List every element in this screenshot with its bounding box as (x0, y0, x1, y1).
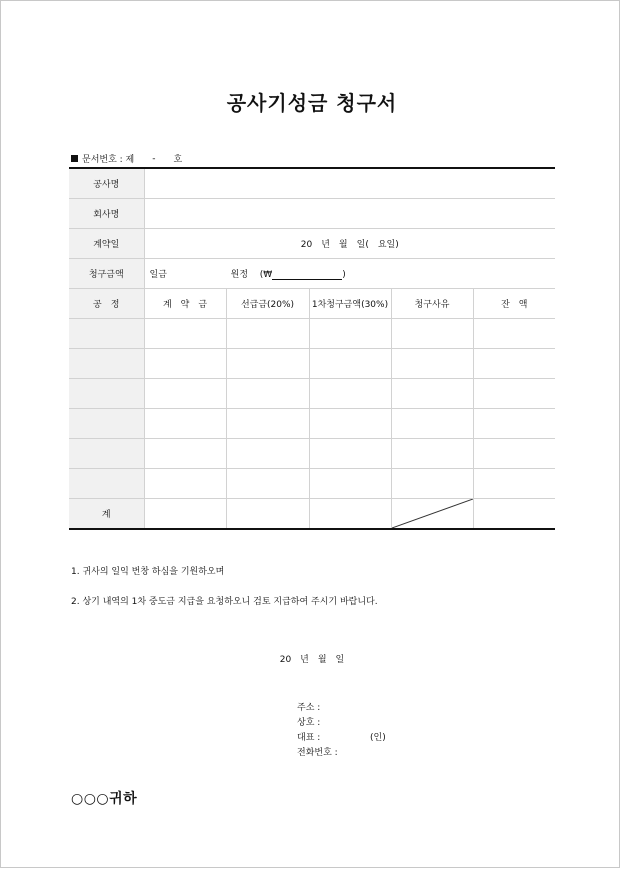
table-cell[interactable] (391, 349, 473, 379)
sign-address: 주소 : (297, 703, 321, 713)
claim-amount-won-open: (₩ (259, 270, 273, 280)
square-bullet-icon (71, 155, 78, 162)
table-cell[interactable] (309, 379, 391, 409)
note-1: 1. 귀사의 일익 번창 하심을 기원하오며 (71, 567, 225, 577)
table-cell[interactable] (473, 379, 555, 409)
claim-amount-prefix: 일금 (149, 270, 167, 280)
table-cell[interactable] (226, 409, 309, 439)
note-2: 2. 상기 내역의 1차 중도금 지급을 요청하오니 검토 지급하여 주시기 바랍니다. (71, 597, 378, 607)
process-cell[interactable] (69, 409, 144, 439)
claim-amount-row (69, 259, 555, 289)
table-cell[interactable] (226, 349, 309, 379)
doc-number-dash: - (152, 153, 156, 164)
total-row (69, 499, 555, 530)
process-cell[interactable] (69, 349, 144, 379)
table-row (69, 469, 555, 499)
column-header-row (69, 289, 555, 319)
seal-mark: (인) (370, 733, 386, 743)
col-header-first-claim: 1차청구금액(30%) (309, 289, 391, 319)
sign-representative (297, 730, 386, 743)
table-cell[interactable] (144, 439, 226, 469)
table-cell[interactable] (144, 409, 226, 439)
table-cell[interactable] (144, 379, 226, 409)
doc-number-label: 문서번호 : 제 (82, 155, 135, 165)
process-cell[interactable] (69, 439, 144, 469)
table-cell[interactable] (144, 349, 226, 379)
document-title: 공사기성금 청구서 (226, 91, 398, 115)
table-row (69, 379, 555, 409)
table-cell[interactable] (309, 319, 391, 349)
col-header-contract: 계 약 금 (144, 289, 226, 319)
sign-representative-label: 대표 : (297, 733, 321, 743)
table-row (69, 349, 555, 379)
table-cell[interactable] (391, 409, 473, 439)
table-cell[interactable] (391, 469, 473, 499)
table-cell[interactable] (473, 349, 555, 379)
table-cell[interactable] (144, 469, 226, 499)
claim-amount-field[interactable] (144, 259, 555, 289)
claim-amount-label: 청구금액 (69, 259, 144, 289)
table-cell[interactable] (391, 319, 473, 349)
col-header-advance: 선급금(20%) (226, 289, 309, 319)
process-cell[interactable] (69, 469, 144, 499)
claim-amount-unit: 원정 (230, 270, 249, 280)
table-cell[interactable] (309, 349, 391, 379)
project-name-label: 공사명 (69, 168, 144, 199)
total-balance-cell[interactable] (473, 499, 555, 530)
table-row (69, 439, 555, 469)
total-advance-cell[interactable] (226, 499, 309, 530)
claim-amount-won-close: ) (342, 270, 346, 280)
issue-date: 20 년 월 일 (279, 655, 345, 665)
total-label: 계 (69, 499, 144, 530)
total-first-claim-cell[interactable] (309, 499, 391, 530)
company-label: 회사명 (69, 199, 144, 229)
contract-date-label: 계약일 (69, 229, 144, 259)
table-cell[interactable] (226, 319, 309, 349)
project-name-field[interactable] (144, 168, 555, 199)
col-header-balance: 잔 액 (473, 289, 555, 319)
claim-table (69, 167, 555, 530)
table-cell[interactable] (226, 439, 309, 469)
table-cell[interactable] (309, 439, 391, 469)
table-cell[interactable] (309, 409, 391, 439)
company-field[interactable] (144, 199, 555, 229)
table-cell[interactable] (391, 379, 473, 409)
process-cell[interactable] (69, 379, 144, 409)
col-header-reason: 청구사유 (391, 289, 473, 319)
total-contract-cell[interactable] (144, 499, 226, 530)
document-number (71, 152, 182, 165)
contract-date-field[interactable]: 20 년 월 일( 요일) (144, 229, 555, 259)
diagonal-strike (392, 499, 473, 528)
table-row (69, 409, 555, 439)
table-cell[interactable] (473, 409, 555, 439)
table-cell[interactable] (473, 439, 555, 469)
table-cell[interactable] (391, 439, 473, 469)
table-row (69, 319, 555, 349)
table-cell[interactable] (309, 469, 391, 499)
table-cell[interactable] (473, 319, 555, 349)
project-name-row (69, 168, 555, 199)
contract-date-row (69, 229, 555, 259)
total-reason-cell (391, 499, 473, 530)
sign-company: 상호 : (297, 718, 321, 728)
amount-underline (272, 270, 342, 280)
sign-phone: 전화번호 : (297, 748, 338, 758)
company-row (69, 199, 555, 229)
doc-number-suffix: 호 (173, 155, 183, 165)
col-header-process: 공 정 (69, 289, 144, 319)
table-cell[interactable] (226, 469, 309, 499)
table-cell[interactable] (473, 469, 555, 499)
addressee: ○○○귀하 (71, 791, 138, 807)
table-cell[interactable] (144, 319, 226, 349)
table-cell[interactable] (226, 379, 309, 409)
process-cell[interactable] (69, 319, 144, 349)
